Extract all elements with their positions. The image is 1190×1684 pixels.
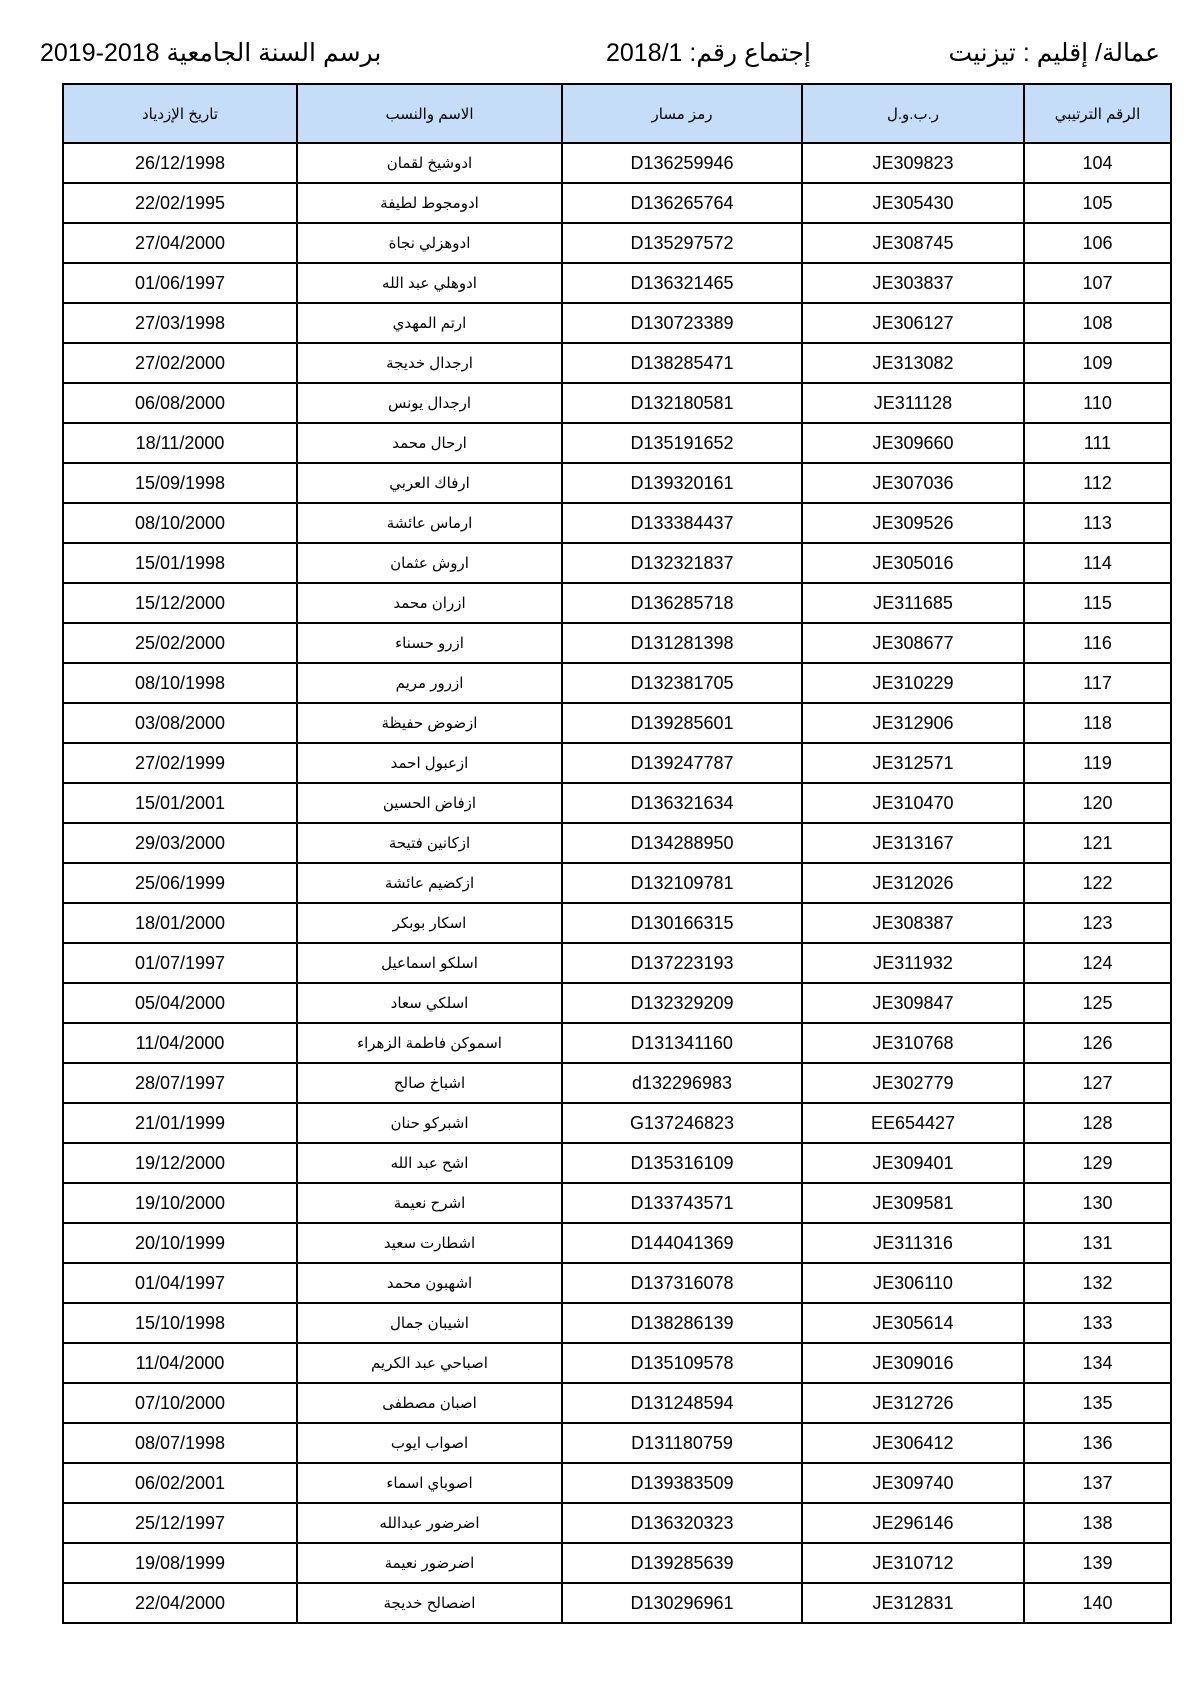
table-row [63, 583, 1171, 623]
name-cell: ادوشيخ لقمان [297, 143, 562, 183]
cin-cell: JE305430 [802, 183, 1024, 223]
massar-cell: D139285639 [562, 1543, 802, 1583]
birthdate-cell: 15/09/1998 [63, 463, 297, 503]
massar-cell: D135316109 [562, 1143, 802, 1183]
order-cell: 106 [1024, 223, 1171, 263]
table-row [63, 503, 1171, 543]
massar-cell: D132321837 [562, 543, 802, 583]
cin-cell: JE309823 [802, 143, 1024, 183]
order-cell: 124 [1024, 943, 1171, 983]
order-cell: 120 [1024, 783, 1171, 823]
order-cell: 117 [1024, 663, 1171, 703]
birthdate-cell: 06/02/2001 [63, 1463, 297, 1503]
massar-cell: D132381705 [562, 663, 802, 703]
birthdate-cell: 08/10/2000 [63, 503, 297, 543]
order-cell: 123 [1024, 903, 1171, 943]
order-cell: 108 [1024, 303, 1171, 343]
cin-cell: JE306127 [802, 303, 1024, 343]
birthdate-cell: 11/04/2000 [63, 1023, 297, 1063]
name-cell: اشرح نعيمة [297, 1183, 562, 1223]
birthdate-cell: 29/03/2000 [63, 823, 297, 863]
birthdate-cell: 22/04/2000 [63, 1583, 297, 1623]
table-row [63, 423, 1171, 463]
birthdate-cell: 03/08/2000 [63, 703, 297, 743]
table-row [63, 343, 1171, 383]
table-row [63, 703, 1171, 743]
birthdate-cell: 25/06/1999 [63, 863, 297, 903]
order-cell: 133 [1024, 1303, 1171, 1343]
massar-cell: D135297572 [562, 223, 802, 263]
massar-cell: D130166315 [562, 903, 802, 943]
cin-cell: JE312726 [802, 1383, 1024, 1423]
order-cell: 121 [1024, 823, 1171, 863]
cin-cell: JE313082 [802, 343, 1024, 383]
cin-cell: JE308677 [802, 623, 1024, 663]
table-row [63, 1183, 1171, 1223]
massar-cell: d132296983 [562, 1063, 802, 1103]
order-cell: 104 [1024, 143, 1171, 183]
massar-cell: D135191652 [562, 423, 802, 463]
col-birthdate-header: تاريخ الإزدياد [63, 84, 297, 143]
order-cell: 107 [1024, 263, 1171, 303]
cin-cell: JE309401 [802, 1143, 1024, 1183]
birthdate-cell: 27/02/2000 [63, 343, 297, 383]
name-cell: اصباحي عبد الكريم [297, 1343, 562, 1383]
table-row [63, 903, 1171, 943]
cin-cell: JE311685 [802, 583, 1024, 623]
cin-cell: JE312571 [802, 743, 1024, 783]
cin-cell: JE305016 [802, 543, 1024, 583]
cin-cell: JE309660 [802, 423, 1024, 463]
table-row [63, 1303, 1171, 1343]
table-row [63, 783, 1171, 823]
birthdate-cell: 22/02/1995 [63, 183, 297, 223]
birthdate-cell: 05/04/2000 [63, 983, 297, 1023]
col-cin-header: ر.ب.و.ل [802, 84, 1024, 143]
massar-cell: D138285471 [562, 343, 802, 383]
birthdate-cell: 18/01/2000 [63, 903, 297, 943]
massar-cell: D131281398 [562, 623, 802, 663]
birthdate-cell: 21/01/1999 [63, 1103, 297, 1143]
table-row [63, 1543, 1171, 1583]
massar-cell: D139285601 [562, 703, 802, 743]
massar-cell: D131341160 [562, 1023, 802, 1063]
birthdate-cell: 27/02/1999 [63, 743, 297, 783]
table-body [63, 143, 1171, 1623]
table-row [63, 543, 1171, 583]
name-cell: ازكضيم عائشة [297, 863, 562, 903]
table-row [63, 623, 1171, 663]
name-cell: ارماس عائشة [297, 503, 562, 543]
name-cell: اضرضور نعيمة [297, 1543, 562, 1583]
table-row [63, 1423, 1171, 1463]
cin-cell: JE307036 [802, 463, 1024, 503]
col-name-header: الاسم والنسب [297, 84, 562, 143]
order-cell: 139 [1024, 1543, 1171, 1583]
cin-cell: JE309847 [802, 983, 1024, 1023]
order-cell: 129 [1024, 1143, 1171, 1183]
table-row [63, 1063, 1171, 1103]
name-cell: اصوباي اسماء [297, 1463, 562, 1503]
cin-cell: JE305614 [802, 1303, 1024, 1343]
name-cell: ادوهزلي نجاة [297, 223, 562, 263]
cin-cell: JE309016 [802, 1343, 1024, 1383]
order-cell: 128 [1024, 1103, 1171, 1143]
massar-cell: D136321465 [562, 263, 802, 303]
table-row [63, 1343, 1171, 1383]
order-cell: 116 [1024, 623, 1171, 663]
cin-cell: JE311932 [802, 943, 1024, 983]
table-row [63, 863, 1171, 903]
massar-cell: D132180581 [562, 383, 802, 423]
cin-cell: JE296146 [802, 1503, 1024, 1543]
name-cell: ازران محمد [297, 583, 562, 623]
cin-cell: JE309526 [802, 503, 1024, 543]
order-cell: 125 [1024, 983, 1171, 1023]
order-cell: 131 [1024, 1223, 1171, 1263]
name-cell: اسكار بوبكر [297, 903, 562, 943]
order-cell: 130 [1024, 1183, 1171, 1223]
order-cell: 114 [1024, 543, 1171, 583]
name-cell: ادوهلي عبد الله [297, 263, 562, 303]
table-row [63, 1463, 1171, 1503]
massar-cell: D131248594 [562, 1383, 802, 1423]
cin-cell: JE308745 [802, 223, 1024, 263]
birthdate-cell: 25/12/1997 [63, 1503, 297, 1543]
cin-cell: EE654427 [802, 1103, 1024, 1143]
cin-cell: JE308387 [802, 903, 1024, 943]
name-cell: اشيبان جمال [297, 1303, 562, 1343]
table-row [63, 1143, 1171, 1183]
table-row [63, 943, 1171, 983]
birthdate-cell: 08/07/1998 [63, 1423, 297, 1463]
cin-cell: JE302779 [802, 1063, 1024, 1103]
table-row [63, 463, 1171, 503]
birthdate-cell: 01/04/1997 [63, 1263, 297, 1303]
cin-cell: JE312026 [802, 863, 1024, 903]
birthdate-cell: 15/01/2001 [63, 783, 297, 823]
table-row [63, 663, 1171, 703]
cin-cell: JE310768 [802, 1023, 1024, 1063]
table-row [63, 743, 1171, 783]
massar-cell: D139383509 [562, 1463, 802, 1503]
name-cell: اسلكي سعاد [297, 983, 562, 1023]
name-cell: ارفاك العربي [297, 463, 562, 503]
table-row [63, 1583, 1171, 1623]
birthdate-cell: 19/12/2000 [63, 1143, 297, 1183]
birthdate-cell: 19/08/1999 [63, 1543, 297, 1583]
order-cell: 135 [1024, 1383, 1171, 1423]
name-cell: ادومجوط لطيفة [297, 183, 562, 223]
cin-cell: JE312906 [802, 703, 1024, 743]
massar-cell: D139247787 [562, 743, 802, 783]
birthdate-cell: 27/03/1998 [63, 303, 297, 343]
massar-cell: G137246823 [562, 1103, 802, 1143]
massar-cell: D135109578 [562, 1343, 802, 1383]
massar-cell: D130296961 [562, 1583, 802, 1623]
order-cell: 113 [1024, 503, 1171, 543]
name-cell: ازكانين فتيحة [297, 823, 562, 863]
academic-year: برسم السنة الجامعية 2018-2019 [40, 39, 382, 67]
name-cell: ارجدال يونس [297, 383, 562, 423]
cin-cell: JE303837 [802, 263, 1024, 303]
cin-cell: JE310470 [802, 783, 1024, 823]
table-row [63, 143, 1171, 183]
order-cell: 111 [1024, 423, 1171, 463]
name-cell: اسلكو اسماعيل [297, 943, 562, 983]
order-cell: 126 [1024, 1023, 1171, 1063]
order-cell: 138 [1024, 1503, 1171, 1543]
birthdate-cell: 01/06/1997 [63, 263, 297, 303]
meeting-number: إجتماع رقم: 2018/1 [606, 39, 811, 67]
name-cell: ازضوض حفيظة [297, 703, 562, 743]
name-cell: اسموكن فاطمة الزهراء [297, 1023, 562, 1063]
name-cell: اصبان مصطفى [297, 1383, 562, 1423]
order-cell: 137 [1024, 1463, 1171, 1503]
birthdate-cell: 15/10/1998 [63, 1303, 297, 1343]
province-label: عمالة/ إقليم : تيزنيت [948, 39, 1160, 67]
order-cell: 119 [1024, 743, 1171, 783]
order-cell: 115 [1024, 583, 1171, 623]
cin-cell: JE306412 [802, 1423, 1024, 1463]
birthdate-cell: 07/10/2000 [63, 1383, 297, 1423]
table-row [63, 183, 1171, 223]
massar-cell: D130723389 [562, 303, 802, 343]
birthdate-cell: 01/07/1997 [63, 943, 297, 983]
cin-cell: JE311128 [802, 383, 1024, 423]
name-cell: اشبركو حنان [297, 1103, 562, 1143]
table-row [63, 263, 1171, 303]
cin-cell: JE311316 [802, 1223, 1024, 1263]
cin-cell: JE309740 [802, 1463, 1024, 1503]
table-row [63, 1383, 1171, 1423]
cin-cell: JE309581 [802, 1183, 1024, 1223]
order-cell: 105 [1024, 183, 1171, 223]
order-cell: 127 [1024, 1063, 1171, 1103]
birthdate-cell: 19/10/2000 [63, 1183, 297, 1223]
order-cell: 112 [1024, 463, 1171, 503]
order-cell: 140 [1024, 1583, 1171, 1623]
massar-cell: D133743571 [562, 1183, 802, 1223]
order-cell: 109 [1024, 343, 1171, 383]
cin-cell: JE310712 [802, 1543, 1024, 1583]
table-row [63, 983, 1171, 1023]
name-cell: اروش عثمان [297, 543, 562, 583]
name-cell: ازعبول احمد [297, 743, 562, 783]
massar-cell: D132329209 [562, 983, 802, 1023]
table-row [63, 1223, 1171, 1263]
name-cell: ازرور مريم [297, 663, 562, 703]
order-cell: 136 [1024, 1423, 1171, 1463]
name-cell: ازرو حسناء [297, 623, 562, 663]
massar-cell: D137316078 [562, 1263, 802, 1303]
name-cell: ارتم المهدي [297, 303, 562, 343]
birthdate-cell: 26/12/1998 [63, 143, 297, 183]
table-row [63, 823, 1171, 863]
table-row [63, 383, 1171, 423]
massar-cell: D138286139 [562, 1303, 802, 1343]
order-cell: 110 [1024, 383, 1171, 423]
birthdate-cell: 25/02/2000 [63, 623, 297, 663]
birthdate-cell: 06/08/2000 [63, 383, 297, 423]
order-cell: 122 [1024, 863, 1171, 903]
birthdate-cell: 27/04/2000 [63, 223, 297, 263]
name-cell: ارجدال خديجة [297, 343, 562, 383]
name-cell: ارحال محمد [297, 423, 562, 463]
massar-cell: D132109781 [562, 863, 802, 903]
page-header [40, 30, 1160, 76]
order-cell: 132 [1024, 1263, 1171, 1303]
cin-cell: JE310229 [802, 663, 1024, 703]
table-row [63, 1103, 1171, 1143]
name-cell: اشطارت سعيد [297, 1223, 562, 1263]
massar-cell: D139320161 [562, 463, 802, 503]
birthdate-cell: 08/10/1998 [63, 663, 297, 703]
massar-cell: D137223193 [562, 943, 802, 983]
birthdate-cell: 28/07/1997 [63, 1063, 297, 1103]
cin-cell: JE306110 [802, 1263, 1024, 1303]
order-cell: 134 [1024, 1343, 1171, 1383]
massar-cell: D133384437 [562, 503, 802, 543]
birthdate-cell: 20/10/1999 [63, 1223, 297, 1263]
table-header-row [63, 84, 1171, 143]
table-row [63, 223, 1171, 263]
col-order-header: الرقم الترتيبي [1024, 84, 1171, 143]
order-cell: 118 [1024, 703, 1171, 743]
name-cell: اضرضور عبدالله [297, 1503, 562, 1543]
col-massar-header: رمز مسار [562, 84, 802, 143]
massar-cell: D134288950 [562, 823, 802, 863]
student-roster-table [62, 83, 1172, 1624]
name-cell: اشهبون محمد [297, 1263, 562, 1303]
massar-cell: D136285718 [562, 583, 802, 623]
name-cell: ازفاض الحسين [297, 783, 562, 823]
birthdate-cell: 18/11/2000 [63, 423, 297, 463]
massar-cell: D136259946 [562, 143, 802, 183]
massar-cell: D136321634 [562, 783, 802, 823]
massar-cell: D136320323 [562, 1503, 802, 1543]
massar-cell: D136265764 [562, 183, 802, 223]
table-row [63, 1503, 1171, 1543]
name-cell: اشح عبد الله [297, 1143, 562, 1183]
table-row [63, 1263, 1171, 1303]
massar-cell: D131180759 [562, 1423, 802, 1463]
name-cell: اصواب ايوب [297, 1423, 562, 1463]
table-row [63, 303, 1171, 343]
birthdate-cell: 15/01/1998 [63, 543, 297, 583]
table-row [63, 1023, 1171, 1063]
birthdate-cell: 11/04/2000 [63, 1343, 297, 1383]
birthdate-cell: 15/12/2000 [63, 583, 297, 623]
name-cell: اشباخ صالح [297, 1063, 562, 1103]
massar-cell: D144041369 [562, 1223, 802, 1263]
name-cell: اضصالح خديجة [297, 1583, 562, 1623]
cin-cell: JE313167 [802, 823, 1024, 863]
cin-cell: JE312831 [802, 1583, 1024, 1623]
